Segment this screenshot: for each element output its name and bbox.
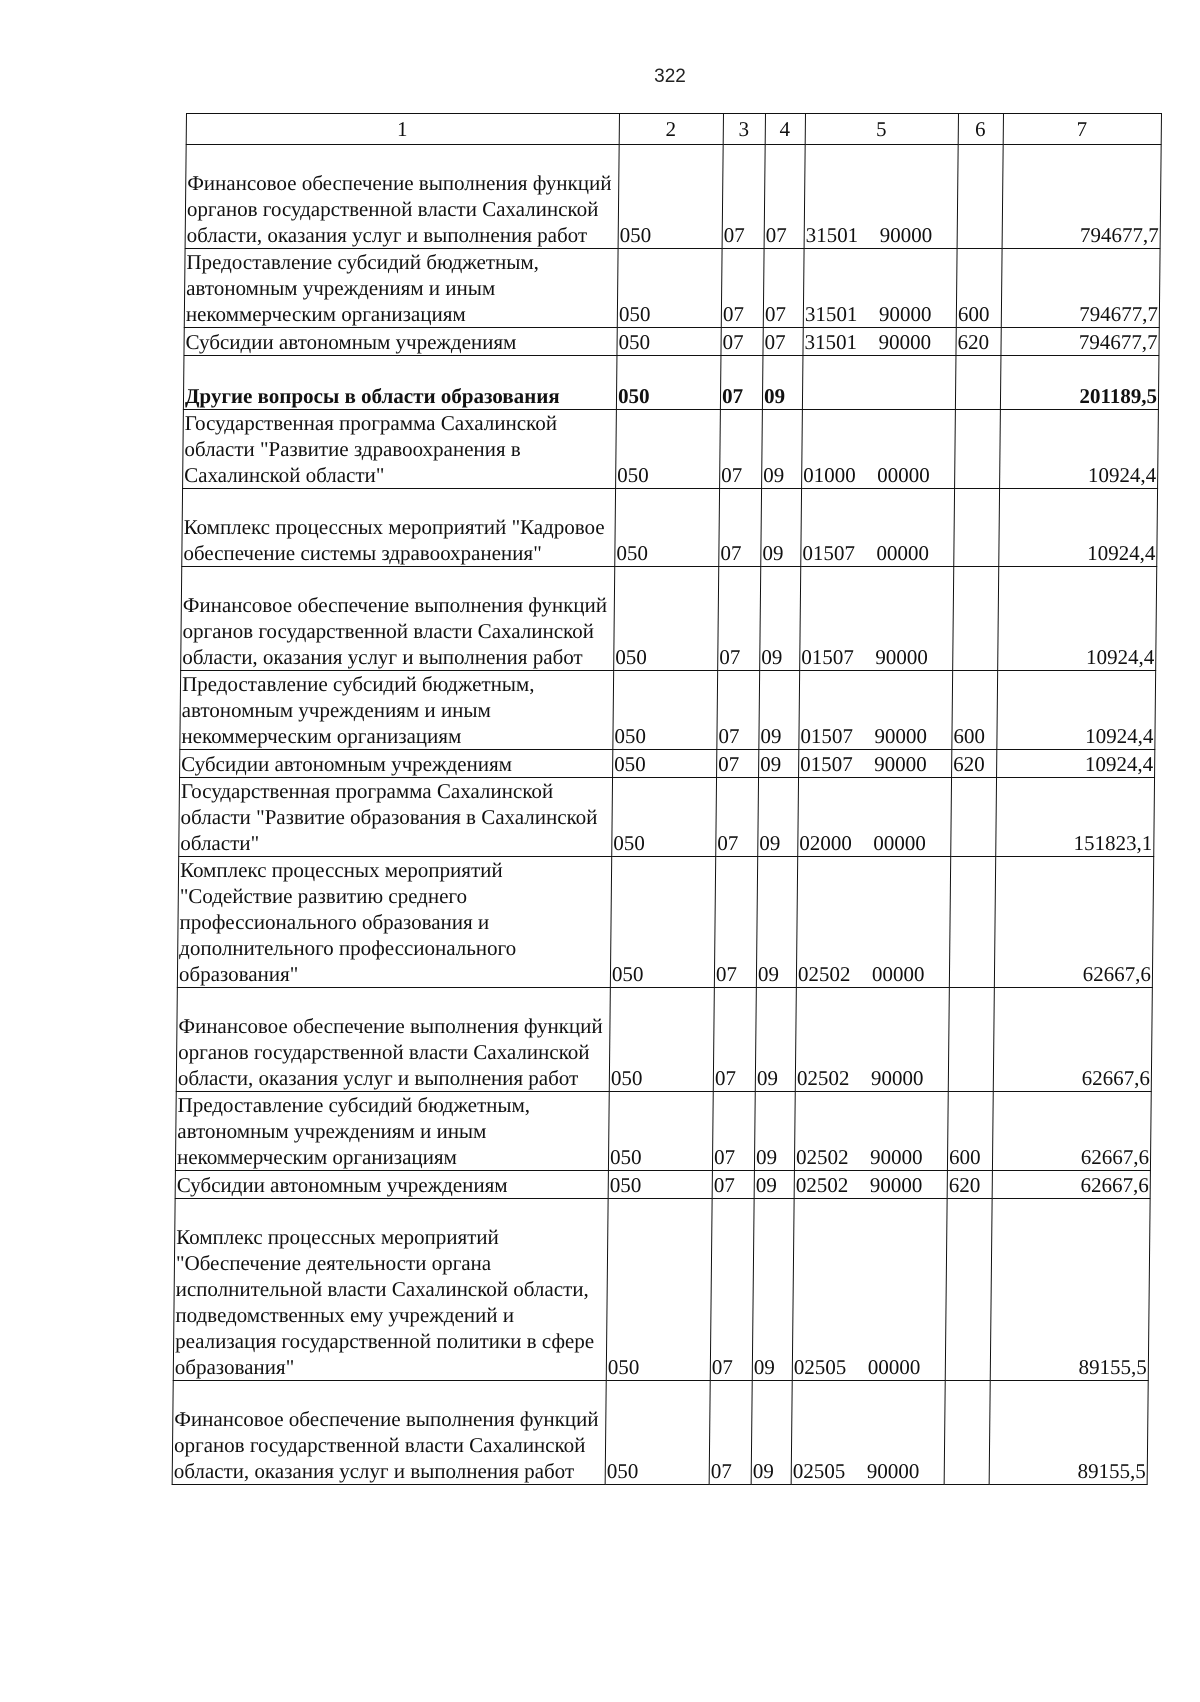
row-amount: 89155,5: [990, 1199, 1150, 1381]
target-article-direction: 90000: [874, 752, 927, 776]
header-row: [186, 114, 1161, 145]
target-article-direction: 90000: [874, 724, 928, 748]
table-row: [175, 1171, 1150, 1199]
target-article-direction: 90000: [875, 645, 928, 669]
target-article-direction: 90000: [866, 1459, 920, 1483]
row-section: 07: [722, 145, 765, 249]
row-amount: 151823,1: [996, 778, 1155, 857]
table-row: [180, 671, 1156, 750]
target-article-program: 01000: [803, 463, 856, 487]
row-expense-type: [957, 145, 1003, 249]
row-expense-type: [953, 567, 999, 671]
row-name: Предоставление субсидий бюджетным, автономным учреждениям и иным некоммерческим организациям: [184, 249, 618, 328]
target-article-direction: 00000: [871, 962, 925, 986]
row-section: 07: [721, 328, 763, 356]
table-row: [182, 489, 1158, 567]
row-amount: 62667,6: [992, 1092, 1151, 1171]
row-expense-type: [948, 988, 994, 1092]
row-subsection: 09: [754, 1171, 794, 1199]
target-article-program: 01507: [801, 645, 854, 669]
row-admin-code: 050: [612, 778, 717, 857]
target-article-direction: 90000: [878, 302, 932, 326]
row-target-article: [802, 410, 956, 489]
row-name: Субсидии автономным учреждениям: [184, 328, 617, 356]
row-name: Финансовое обеспечение выполнения функций органов государственной власти Сахалинской области, оказания услуг и выполнения работ: [185, 145, 619, 249]
row-expense-type: [944, 1381, 990, 1485]
row-name: Предоставление субсидий бюджетным, автономным учреждениям и иным некоммерческим организациям: [175, 1092, 609, 1171]
row-subsection: 07: [763, 249, 804, 328]
row-amount: 10924,4: [997, 750, 1155, 778]
row-expense-type: [954, 489, 1000, 567]
row-target-article: [799, 671, 953, 750]
table-row: [185, 145, 1161, 249]
table-row: [180, 750, 1155, 778]
target-article-program: 02000: [799, 831, 852, 855]
row-subsection: 09: [760, 567, 801, 671]
row-expense-type: 600: [947, 1092, 993, 1171]
row-target-article: [796, 857, 950, 988]
header-col-7: 7: [1003, 114, 1161, 145]
row-expense-type: 620: [956, 328, 1001, 356]
target-article-direction: 90000: [870, 1066, 924, 1090]
row-name: Субсидии автономным учреждениям: [180, 750, 613, 778]
target-article-program: 02502: [795, 1145, 849, 1169]
row-admin-code: 050: [616, 410, 721, 489]
target-article-program: 02502: [797, 962, 851, 986]
header-col-2: 2: [619, 114, 723, 145]
target-article-direction: 90000: [878, 330, 932, 354]
row-subsection: 09: [754, 1092, 795, 1171]
row-target-article: [804, 145, 958, 249]
row-target-article: [792, 1199, 947, 1381]
row-target-article: [803, 249, 957, 328]
row-target-article: [803, 328, 956, 356]
row-admin-code: 050: [605, 1381, 710, 1485]
target-article-program: 31501: [804, 302, 858, 326]
table-row: [181, 567, 1157, 671]
row-section: 07: [719, 489, 762, 567]
target-article-direction: 00000: [867, 1355, 921, 1379]
target-article-program: 01507: [800, 724, 854, 748]
target-article-program: 01507: [802, 541, 856, 565]
row-subsection: 09: [756, 857, 797, 988]
row-name: Государственная программа Сахалинской области "Развитие образования в Сахалинской области": [179, 778, 613, 857]
row-admin-code: 050: [614, 567, 719, 671]
row-subsection: 09: [752, 1199, 794, 1381]
row-subsection: 09: [755, 988, 796, 1092]
target-article-program: 02505: [793, 1355, 847, 1379]
row-name: Финансовое обеспечение выполнения функций органов государственной власти Сахалинской области, оказания услуг и выполнения работ: [176, 988, 610, 1092]
row-target-article: [794, 1092, 948, 1171]
row-section: 07: [718, 567, 761, 671]
row-amount: 10924,4: [999, 489, 1158, 567]
target-article-direction: 00000: [877, 463, 930, 487]
row-name: Комплекс процессных мероприятий "Кадровое обеспечение системы здравоохранения": [182, 489, 616, 567]
row-subsection: 09: [759, 750, 799, 778]
row-admin-code: 050: [616, 356, 721, 410]
target-article-direction: 90000: [869, 1173, 923, 1197]
row-subsection: 07: [763, 328, 803, 356]
row-target-article: [802, 356, 956, 410]
row-admin-code: 050: [618, 145, 723, 249]
row-name: Финансовое обеспечение выполнения функций органов государственной власти Сахалинской области, оказания услуг и выполнения работ: [172, 1381, 606, 1485]
row-section: 07: [717, 750, 759, 778]
target-article-program: 02502: [796, 1066, 850, 1090]
row-admin-code: 050: [613, 671, 718, 750]
row-expense-type: 620: [947, 1171, 992, 1199]
row-amount: 794677,7: [1001, 328, 1159, 356]
row-expense-type: [951, 778, 997, 857]
row-section: 07: [721, 249, 764, 328]
header-col-1: 1: [186, 114, 619, 145]
row-target-article: [800, 567, 954, 671]
row-target-article: [801, 489, 955, 567]
row-section: 07: [710, 1199, 754, 1381]
header-col-4: 4: [765, 114, 805, 145]
row-subsection: 09: [751, 1381, 792, 1485]
row-admin-code: 050: [609, 988, 714, 1092]
target-article-program: 31501: [805, 223, 859, 247]
budget-table: [172, 113, 1162, 1485]
row-section: 07: [709, 1381, 752, 1485]
row-admin-code: 050: [615, 489, 720, 567]
row-name: Финансовое обеспечение выполнения функций органов государственной власти Сахалинской области, оказания услуг и выполнения работ: [181, 567, 615, 671]
row-amount: 89155,5: [989, 1381, 1148, 1485]
row-amount: 10924,4: [1000, 410, 1159, 489]
row-admin-code: 050: [613, 750, 717, 778]
header-col-6: 6: [958, 114, 1003, 145]
table-row: [176, 988, 1152, 1092]
row-name: Государственная программа Сахалинской области "Развитие здравоохранения в Сахалинской области": [183, 410, 617, 489]
row-target-article: [795, 988, 949, 1092]
table-row: [172, 1381, 1148, 1485]
row-admin-code: 050: [617, 249, 722, 328]
row-admin-code: 050: [610, 857, 715, 988]
row-expense-type: 620: [952, 750, 997, 778]
row-expense-type: [949, 857, 995, 988]
row-section: 07: [712, 1092, 755, 1171]
row-expense-type: 600: [952, 671, 998, 750]
row-amount: 10924,4: [998, 567, 1157, 671]
row-section: 07: [712, 1171, 754, 1199]
row-name: Другие вопросы в области образования: [183, 356, 617, 410]
row-amount: 794677,7: [1001, 249, 1160, 328]
row-expense-type: [955, 410, 1001, 489]
row-target-article: [798, 778, 952, 857]
header-col-3: 3: [723, 114, 765, 145]
row-amount: 10924,4: [997, 671, 1156, 750]
target-article-program: 01507: [800, 752, 853, 776]
table-row: [184, 249, 1160, 328]
target-article-program: 02505: [792, 1459, 846, 1483]
table-row: [177, 857, 1153, 988]
row-subsection: 09: [761, 489, 802, 567]
row-amount: 201189,5: [1000, 356, 1159, 410]
row-expense-type: [945, 1199, 992, 1381]
row-amount: 794677,7: [1002, 145, 1161, 249]
row-subsection: 09: [762, 356, 803, 410]
row-section: 07: [714, 857, 757, 988]
row-admin-code: 050: [617, 328, 721, 356]
table-row: [175, 1092, 1151, 1171]
row-target-article: [799, 750, 952, 778]
target-article-direction: 00000: [873, 831, 926, 855]
target-article-program: 02502: [795, 1173, 849, 1197]
row-target-article: [791, 1381, 945, 1485]
row-target-article: [794, 1171, 947, 1199]
row-section: 07: [720, 410, 763, 489]
target-article-direction: 90000: [879, 223, 933, 247]
row-expense-type: 600: [956, 249, 1002, 328]
header-col-5: 5: [805, 114, 958, 145]
row-name: Предоставление субсидий бюджетным, автономным учреждениям и иным некоммерческим организациям: [180, 671, 614, 750]
table-row: [183, 410, 1159, 489]
target-article-direction: 90000: [869, 1145, 923, 1169]
row-section: 07: [717, 671, 760, 750]
row-subsection: 09: [762, 410, 803, 489]
row-amount: 62667,6: [994, 857, 1153, 988]
row-amount: 62667,6: [992, 1171, 1150, 1199]
target-article-program: 31501: [804, 330, 858, 354]
target-article-direction: 00000: [876, 541, 930, 565]
row-admin-code: 050: [608, 1171, 712, 1199]
table-row: [179, 778, 1155, 857]
row-admin-code: 050: [606, 1199, 712, 1381]
row-section: 07: [713, 988, 756, 1092]
table-row: [184, 328, 1159, 356]
row-section: 07: [716, 778, 759, 857]
table-row: [183, 356, 1159, 410]
row-admin-code: 050: [608, 1092, 713, 1171]
row-expense-type: [955, 356, 1001, 410]
row-amount: 62667,6: [993, 988, 1152, 1092]
row-name: Комплекс процессных мероприятий "Обеспечение деятельности органа исполнительной власти Сахалинской области, подведомственных ему учреждений и реализация государственной политики в сфере образования": [173, 1199, 608, 1381]
page-number: 322: [654, 66, 686, 87]
row-subsection: 07: [764, 145, 805, 249]
row-name: Комплекс процессных мероприятий "Содействие развитию среднего профессионального образования и дополнительного профессионального образования": [177, 857, 611, 988]
row-section: 07: [720, 356, 763, 410]
table-row: [173, 1199, 1150, 1381]
row-subsection: 09: [758, 778, 799, 857]
row-subsection: 09: [759, 671, 800, 750]
row-name: Субсидии автономным учреждениям: [175, 1171, 608, 1199]
